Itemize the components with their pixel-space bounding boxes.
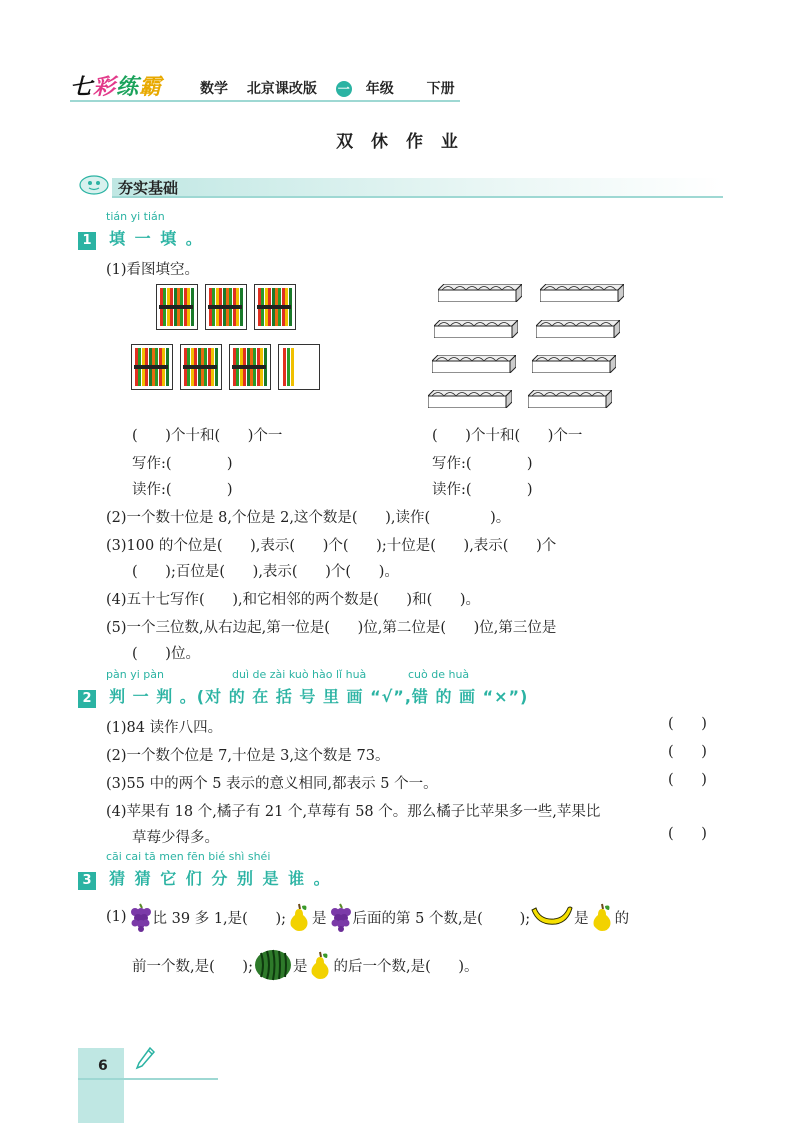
q1-sub1: (1)看图填空。	[106, 262, 200, 278]
counting-stick	[291, 348, 294, 386]
page-number: 6	[98, 1058, 108, 1074]
header-divider	[70, 100, 460, 102]
bundle-band	[257, 305, 291, 309]
book-header	[70, 70, 460, 104]
q2-item-2: (2)一个数个位是 7,十位是 3,这个数是 73。	[106, 748, 390, 764]
ten-block	[438, 284, 522, 302]
ten-block	[540, 284, 624, 302]
q1-right-read: 读作:( )	[432, 482, 533, 498]
q2-title: 判 一 判 。(对 的 在 括 号 里 画 “√”,错 的 画 “×”)	[109, 687, 529, 706]
q3-title: 猜 猜 它 们 分 别 是 谁 。	[109, 869, 332, 888]
q3-number: 3	[78, 872, 96, 890]
bundle-band	[208, 305, 242, 309]
counting-stick	[283, 348, 286, 386]
grapes-icon	[327, 902, 353, 932]
page-title: 双 休 作 业	[336, 132, 464, 152]
bundle-band	[183, 365, 217, 369]
stick-bundle	[205, 284, 247, 330]
volume: 下册	[426, 81, 455, 97]
stick-bundle	[131, 344, 173, 390]
q1-left-write: 写作:( )	[132, 456, 233, 472]
q2-item-4: (4)苹果有 18 个,橘子有 21 个,草莓有 58 个。那么橘子比苹果多一些,苹果比	[106, 804, 601, 820]
footer-divider	[78, 1078, 218, 1080]
q2-answer-3: ( )	[668, 772, 707, 788]
bundle-band	[232, 365, 266, 369]
ten-block	[428, 390, 512, 408]
section-label: 夯实基础	[118, 179, 179, 197]
q2-pinyin-1: pàn yi pàn	[106, 668, 164, 681]
q1-sub3-line1: (3)100 的个位是( ),表示( )个( );十位是( ),表示( )个	[106, 538, 557, 554]
q1-left-count: ( )个十和( )个一	[132, 428, 283, 444]
q1-sub2: (2)一个数十位是 8,个位是 2,这个数是( ),读作( )。	[106, 510, 511, 526]
watermelon-icon	[253, 948, 293, 982]
mascot-icon	[78, 172, 114, 196]
stick-bundle	[229, 344, 271, 390]
q3-line-2: 前一个数,是( ); 是 的后一个数,是( )。	[132, 948, 479, 982]
ten-block	[532, 355, 616, 373]
q1-right-write: 写作:( )	[432, 456, 533, 472]
q2-item-3: (3)55 中的两个 5 表示的意义相同,都表示 5 个一。	[106, 776, 438, 792]
subject: 数学	[200, 81, 228, 97]
q1-sub5-line1: (5)一个三位数,从右边起,第一位是( )位,第二位是( )位,第三位是	[106, 620, 557, 636]
q1-pinyin: tián yi tián	[106, 210, 165, 223]
header-info	[200, 78, 469, 98]
stick-bundle	[180, 344, 222, 390]
grapes-icon	[127, 902, 153, 932]
q1-left-read: 读作:( )	[132, 482, 233, 498]
q1-number: 1	[78, 232, 96, 250]
pear-icon	[286, 902, 312, 932]
stick-bundle	[156, 284, 198, 330]
ten-block	[528, 390, 612, 408]
bundle-band	[159, 305, 193, 309]
stick-bundle	[254, 284, 296, 330]
q1-sub4: (4)五十七写作( ),和它相邻的两个数是( )和( )。	[106, 592, 481, 608]
ten-block	[536, 320, 620, 338]
q1-heading	[78, 226, 204, 250]
pencil-icon	[134, 1046, 156, 1072]
pear-icon	[307, 950, 333, 980]
q1-sub5-line2: ( )位。	[132, 646, 200, 662]
q1-sub3-line2: ( );百位是( ),表示( )个( )。	[132, 564, 399, 580]
q2-heading	[78, 684, 528, 708]
q2-answer-4: ( )	[668, 826, 707, 842]
q3-line-1: (1) 比 39 多 1,是( ); 是 后面的第 5 个数,是( ); 是 的	[106, 902, 629, 932]
q2-pinyin-2: duì de zài kuò hào lǐ huà	[232, 668, 367, 681]
bundle-band	[134, 365, 168, 369]
q2-item-4-cont: 草莓少得多。	[132, 830, 219, 846]
q1-title: 填 一 填 。	[109, 229, 204, 248]
q3-pinyin: cāi cai tā men fēn bié shì shéi	[106, 850, 271, 863]
q2-number: 2	[78, 690, 96, 708]
q1-right-count: ( )个十和( )个一	[432, 428, 583, 444]
q2-pinyin-3: cuò de huà	[408, 668, 470, 681]
q3-heading	[78, 866, 332, 890]
q2-answer-1: ( )	[668, 716, 707, 732]
banana-icon	[530, 904, 574, 930]
ten-block	[432, 355, 516, 373]
grade: 一 年级	[337, 81, 394, 97]
counting-stick	[287, 348, 290, 386]
ten-block	[434, 320, 518, 338]
edition: 北京课改版	[246, 81, 317, 97]
pear-icon	[589, 902, 615, 932]
section-banner	[78, 172, 723, 198]
series-logo: 七彩练霸	[70, 75, 163, 100]
q2-item-1: (1)84 读作八四。	[106, 720, 223, 736]
single-sticks	[278, 344, 320, 390]
q2-answer-2: ( )	[668, 744, 707, 760]
